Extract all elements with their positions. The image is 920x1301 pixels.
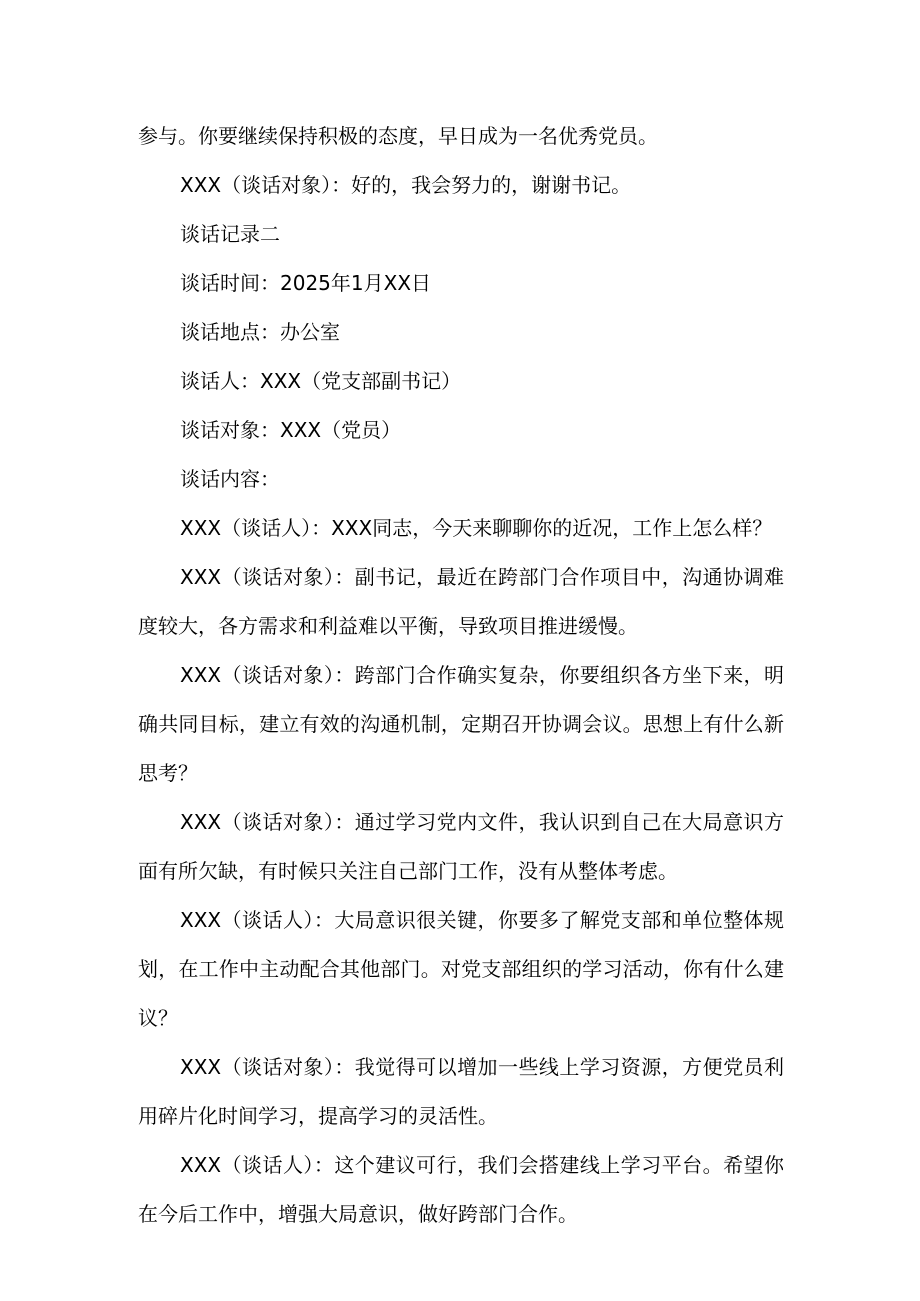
dialogue-paragraph: XXX（谈话对象）：通过学习党内文件，我认识到自己在大局意识方面有所欠缺，有时候只关注自己部门工作，没有从整体考虑。 xyxy=(138,810,784,883)
dialogue-paragraph: XXX（谈话对象）：跨部门合作确实复杂，你要组织各方坐下来，明确共同目标，建立有效的沟通机制，定期召开协调会议。思想上有什么新思考？ xyxy=(138,663,784,785)
dialogue-paragraph: XXX（谈话人）：XXX同志，今天来聊聊你的近况，工作上怎么样？ xyxy=(180,516,773,540)
dialogue-paragraph: XXX（谈话对象）：副书记，最近在跨部门合作项目中，沟通协调难度较大，各方需求和利益难以平衡，导致项目推进缓慢。 xyxy=(138,565,784,638)
talk-speaker: 谈话人：XXX（党支部副书记） xyxy=(180,369,462,393)
talk-time: 谈话时间：2025年1月XX日 xyxy=(180,271,432,295)
paragraph-continuation: 参与。你要继续保持积极的态度，早日成为一名优秀党员。 xyxy=(138,124,658,148)
talk-content-heading: 谈话内容： xyxy=(180,467,280,491)
dialogue-paragraph: XXX（谈话对象）：我觉得可以增加一些线上学习资源，方便党员利用碎片化时间学习，提高学习的灵活性。 xyxy=(138,1055,784,1128)
document-body xyxy=(138,112,784,1239)
dialogue-paragraph: XXX（谈话人）：大局意识很关键，你要多了解党支部和单位整体规划，在工作中主动配合其他部门。对党支部组织的学习活动，你有什么建议？ xyxy=(138,908,784,1030)
dialogue-paragraph: XXX（谈话人）：这个建议可行，我们会搭建线上学习平台。希望你在今后工作中，增强大局意识，做好跨部门合作。 xyxy=(138,1153,784,1226)
talk-location: 谈话地点：办公室 xyxy=(180,320,340,344)
paragraph-reply-1: XXX（谈话对象）：好的，我会努力的，谢谢书记。 xyxy=(180,173,632,197)
record-title: 谈话记录二 xyxy=(180,222,280,246)
talk-subject: 谈话对象：XXX（党员） xyxy=(180,418,402,442)
